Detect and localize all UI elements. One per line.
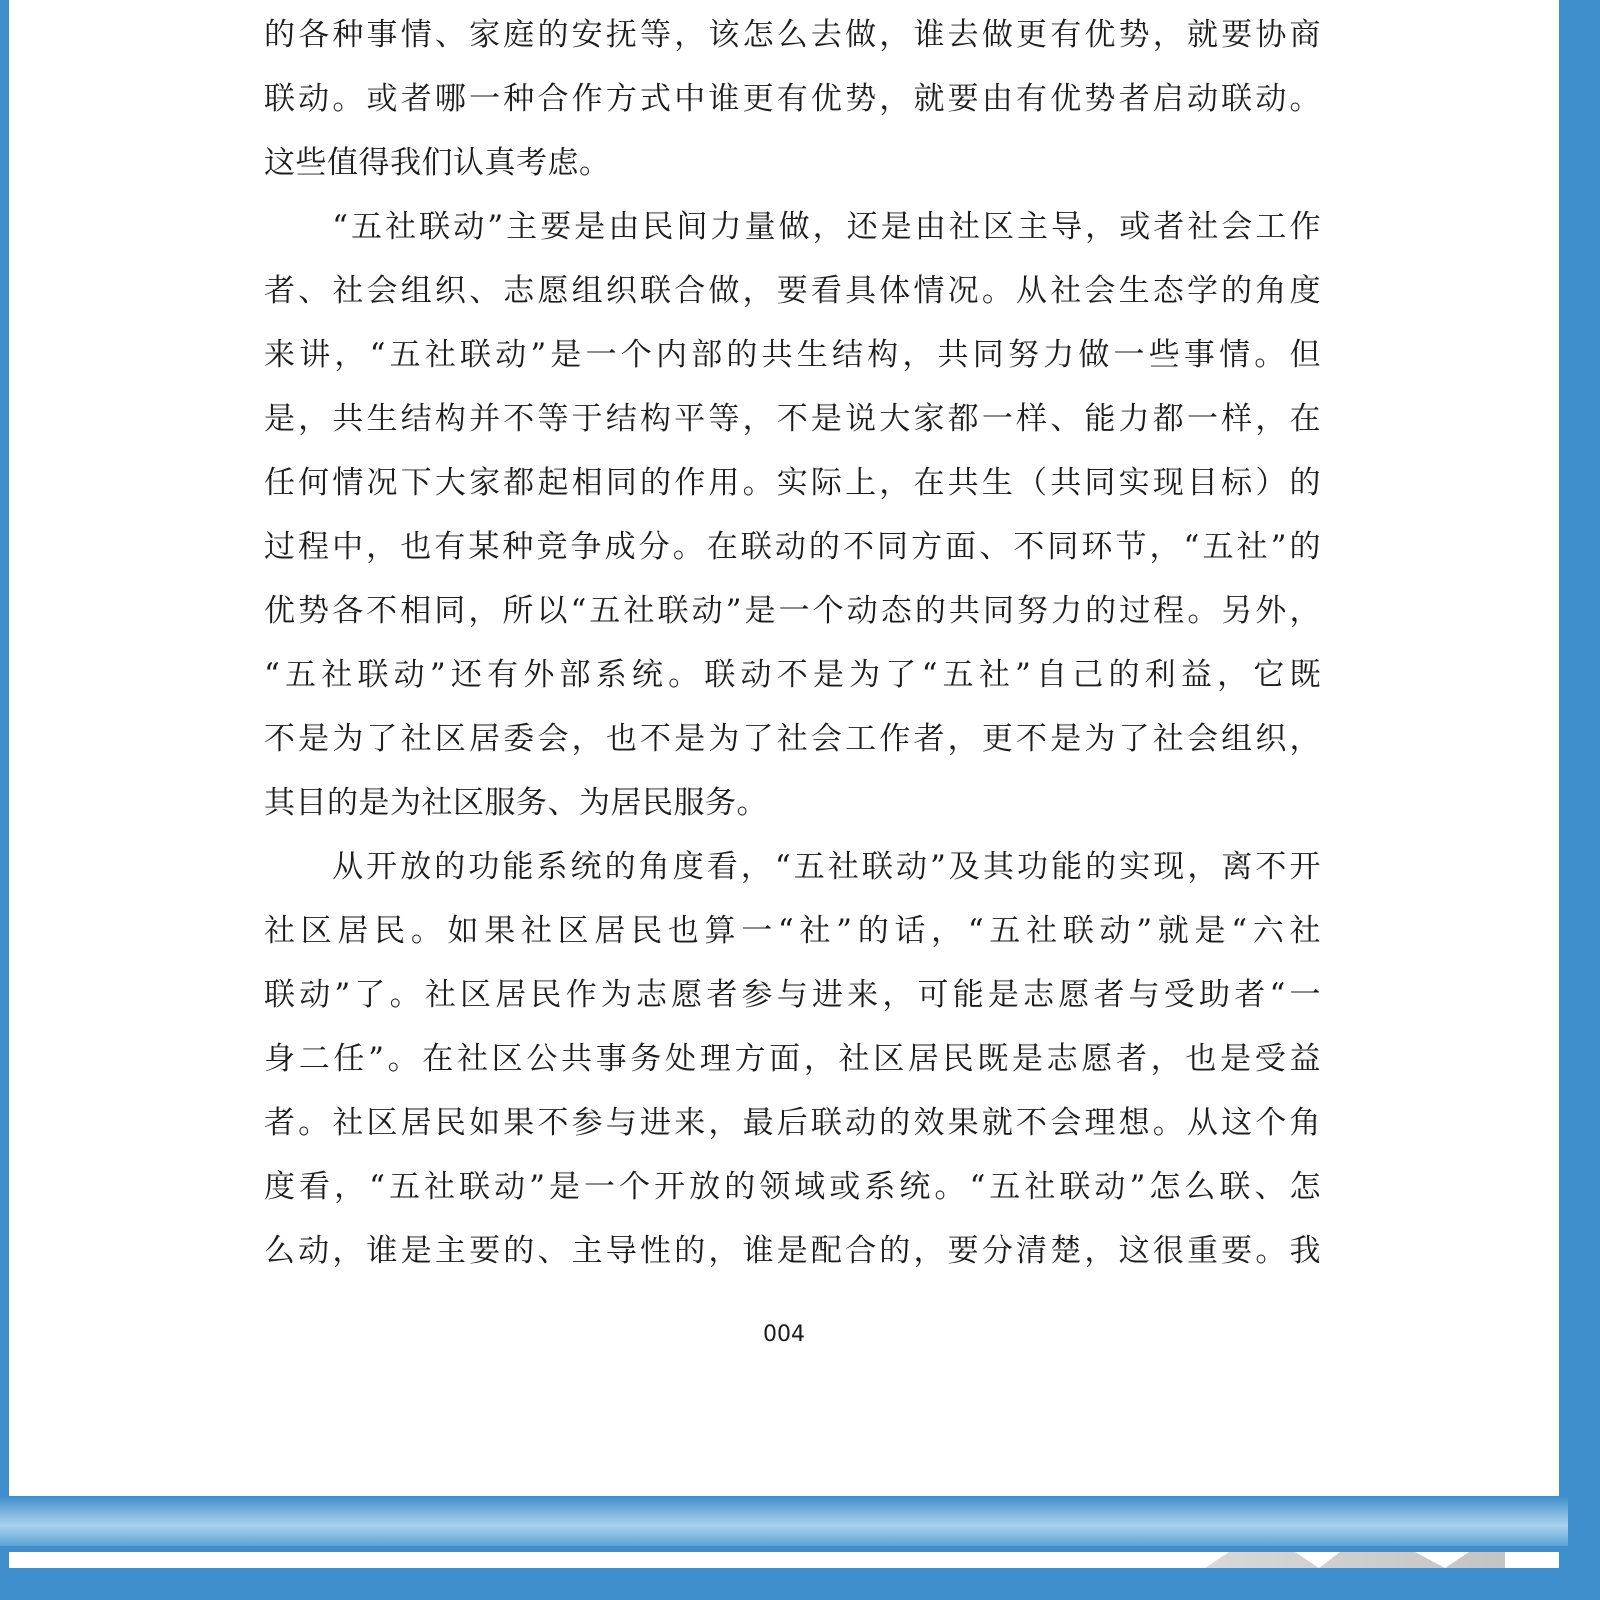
text-line: 者。社区居民如果不参与进来，最后联动的效果就不会理想。从这个角 — [264, 1105, 1321, 1141]
text-line: 的各种事情、家庭的安抚等，该怎么去做，谁去做更有优势，就要协商 — [264, 17, 1321, 53]
text-line: 这些值得我们认真考虑。 — [264, 145, 611, 181]
text-line: 身二任”。在社区公共事务处理方面，社区居民既是志愿者，也是受益 — [264, 1041, 1321, 1077]
text-line: 任何情况下大家都起相同的作用。实际上，在共生（共同实现目标）的 — [264, 465, 1321, 501]
text-line: 从开放的功能系统的角度看，“五社联动”及其功能的实现，离不开 — [264, 849, 1321, 885]
text-line: 么动，谁是主要的、主导性的，谁是配合的，要分清楚，这很重要。我 — [264, 1233, 1321, 1269]
text-line: 过程中，也有某种竞争成分。在联动的不同方面、不同环节，“五社”的 — [264, 529, 1321, 565]
watermark-decoration — [1205, 1552, 1505, 1568]
text-line: 是，共生结构并不等于结构平等，不是说大家都一样、能力都一样，在 — [264, 401, 1321, 437]
next-page-edge — [9, 1552, 1559, 1568]
text-line: 其目的是为社区服务、为居民服务。 — [264, 785, 768, 821]
text-line: 联动”了。社区居民作为志愿者参与进来，可能是志愿者与受助者“一 — [264, 977, 1321, 1013]
text-line: 度看，“五社联动”是一个开放的领域或系统。“五社联动”怎么联、怎 — [264, 1169, 1321, 1205]
page-separator — [0, 1496, 1568, 1546]
body-text — [264, 3, 1321, 1283]
text-line: “五社联动”还有外部系统。联动不是为了“五社”自己的利益，它既 — [264, 657, 1321, 693]
page-number: 004 — [763, 1322, 805, 1347]
document-page — [9, 0, 1559, 1496]
text-line: 者、社会组织、志愿组织联合做，要看具体情况。从社会生态学的角度 — [264, 273, 1321, 309]
text-line: “五社联动”主要是由民间力量做，还是由社区主导，或者社会工作 — [264, 209, 1321, 245]
text-line: 不是为了社区居委会，也不是为了社会工作者，更不是为了社会组织， — [264, 721, 1321, 757]
text-line: 优势各不相同，所以“五社联动”是一个动态的共同努力的过程。另外， — [264, 593, 1321, 629]
text-line: 社区居民。如果社区居民也算一“社”的话，“五社联动”就是“六社 — [264, 913, 1321, 949]
text-line: 来讲，“五社联动”是一个内部的共生结构，共同努力做一些事情。但 — [264, 337, 1321, 373]
text-line: 联动。或者哪一种合作方式中谁更有优势，就要由有优势者启动联动。 — [264, 81, 1321, 117]
